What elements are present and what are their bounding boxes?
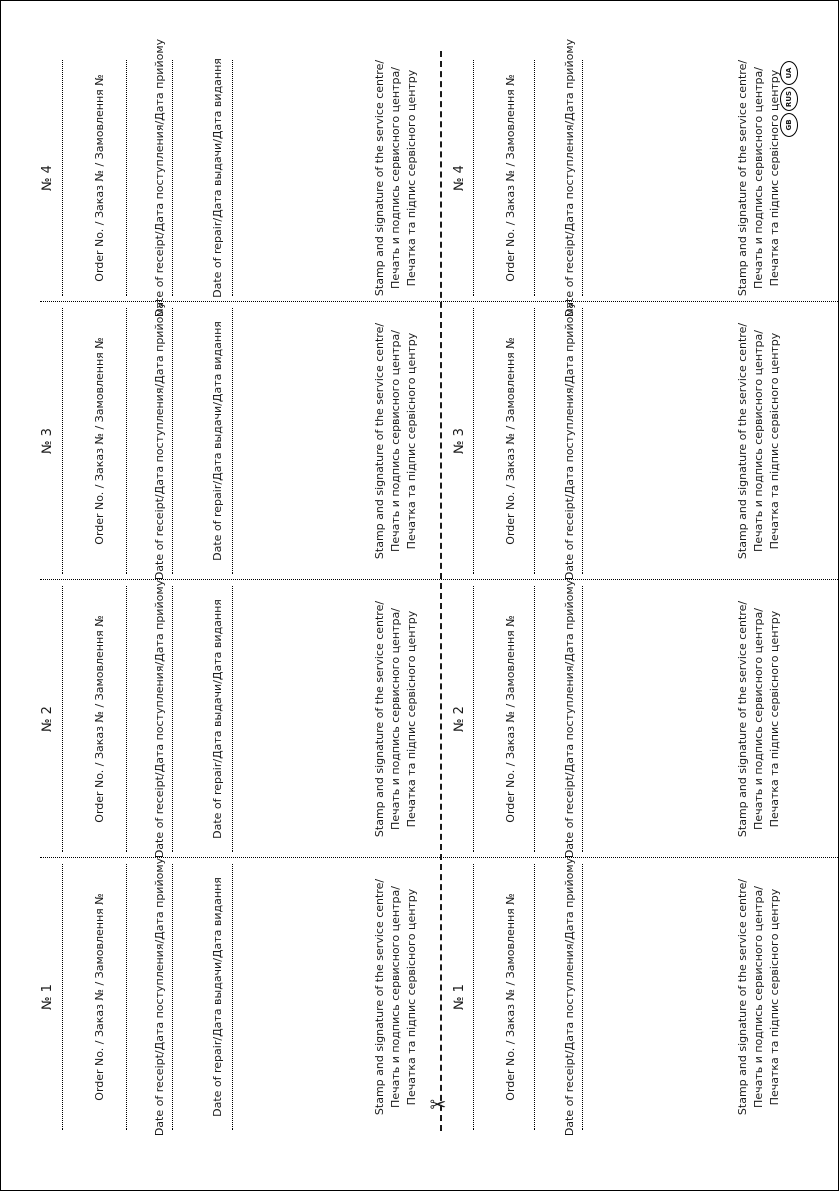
- stub-number: № 4: [452, 165, 467, 191]
- stamp-signature-label: Печать и подпись сервисного центра/: [389, 886, 402, 1108]
- order-line: [62, 586, 63, 852]
- stub-stamp-signature-label: Печать и подпись сервисного центра/: [752, 330, 765, 552]
- stub-stamp-signature-label: Печать и подпись сервисного центра/: [752, 67, 765, 289]
- language-badge-rus: RUS: [780, 87, 798, 111]
- receipt-date-label: Date of receipt/Дата поступления/Дата прийому: [153, 301, 166, 581]
- stub-order-entry-line: [534, 586, 535, 852]
- scissors-icon: ✂: [429, 1092, 447, 1117]
- stub-order-line: [473, 586, 474, 852]
- stub-number: № 3: [452, 428, 467, 454]
- stub-stamp-signature-label: Печатка та підпис сервісного центру: [768, 610, 781, 828]
- order-number-label: Order No. / Заказ № / Замовлення №: [93, 74, 106, 282]
- coupon-number: № 2: [40, 706, 55, 732]
- stub-stamp-signature-label: Печатка та підпис сервісного центру: [768, 888, 781, 1106]
- repair-line: [232, 308, 233, 574]
- stub-number: № 1: [452, 984, 467, 1010]
- stub-stamp-signature-label: Stamp and signature of the service centre/: [736, 878, 749, 1116]
- repair-date-label: Date of repair/Дата выдачи/Дата видання: [211, 58, 224, 298]
- language-badge-gb: GB: [780, 113, 798, 137]
- stamp-signature-label: Печатка та підпис сервісного центру: [405, 69, 418, 287]
- receipt-line: [172, 864, 173, 1130]
- stub-receipt-line: [582, 864, 583, 1130]
- stub-order-line: [473, 864, 474, 1130]
- coupon-number: № 3: [40, 428, 55, 454]
- cut-line: [440, 51, 442, 1131]
- order-entry-line: [126, 308, 127, 574]
- stub-stamp-signature-label: Печатка та підпис сервісного центру: [768, 332, 781, 550]
- stamp-signature-label: Печатка та підпис сервісного центру: [405, 888, 418, 1106]
- stamp-signature-label: Печатка та підпис сервісного центру: [405, 332, 418, 550]
- stub-order-line: [473, 60, 474, 296]
- order-line: [62, 60, 63, 296]
- stub-receipt-line: [582, 586, 583, 852]
- receipt-line: [172, 308, 173, 574]
- stamp-signature-label: Stamp and signature of the service centre/: [373, 322, 386, 560]
- receipt-line: [172, 586, 173, 852]
- stub-receipt-date-label: Date of receipt/Дата поступления/Дата прийому: [563, 579, 576, 859]
- repair-line: [232, 586, 233, 852]
- stub-stamp-signature-label: Печать и подпись сервисного центра/: [752, 608, 765, 830]
- stub-receipt-date-label: Date of receipt/Дата поступления/Дата прийому: [563, 38, 576, 318]
- stub-order-label: Order No. / Заказ № / Замовлення №: [504, 74, 517, 282]
- receipt-line: [172, 60, 173, 296]
- stub-order-label: Order No. / Заказ № / Замовлення №: [504, 337, 517, 545]
- order-entry-line: [126, 864, 127, 1130]
- coupon-number: № 1: [40, 984, 55, 1010]
- stub-stamp-signature-label: Печатка та підпис сервісного центру: [768, 69, 781, 287]
- receipt-date-label: Date of receipt/Дата поступления/Дата прийому: [153, 857, 166, 1137]
- order-entry-line: [126, 60, 127, 296]
- stub-number: № 2: [452, 706, 467, 732]
- stub-order-label: Order No. / Заказ № / Замовлення №: [504, 615, 517, 823]
- stub-stamp-signature-label: Печать и подпись сервисного центра/: [752, 886, 765, 1108]
- stamp-signature-label: Печать и подпись сервисного центра/: [389, 67, 402, 289]
- stub-order-entry-line: [534, 864, 535, 1130]
- language-badge-ua: UA: [780, 61, 798, 85]
- stamp-signature-label: Печать и подпись сервисного центра/: [389, 608, 402, 830]
- stub-order-entry-line: [534, 308, 535, 574]
- order-number-label: Order No. / Заказ № / Замовлення №: [93, 615, 106, 823]
- stub-receipt-date-label: Date of receipt/Дата поступления/Дата прийому: [563, 857, 576, 1137]
- stub-receipt-date-label: Date of receipt/Дата поступления/Дата прийому: [563, 301, 576, 581]
- coupon-number: № 4: [40, 165, 55, 191]
- stub-order-label: Order No. / Заказ № / Замовлення №: [504, 893, 517, 1101]
- repair-date-label: Date of repair/Дата выдачи/Дата видання: [211, 599, 224, 839]
- stamp-signature-label: Печатка та підпис сервісного центру: [405, 610, 418, 828]
- order-entry-line: [126, 586, 127, 852]
- stub-order-line: [473, 308, 474, 574]
- stub-receipt-line: [582, 308, 583, 574]
- stub-stamp-signature-label: Stamp and signature of the service centre/: [736, 59, 749, 297]
- stamp-signature-label: Stamp and signature of the service centre/: [373, 600, 386, 838]
- order-line: [62, 308, 63, 574]
- stamp-signature-label: Stamp and signature of the service centre/: [373, 878, 386, 1116]
- order-line: [62, 864, 63, 1130]
- stub-receipt-line: [582, 60, 583, 296]
- receipt-date-label: Date of receipt/Дата поступления/Дата прийому: [153, 579, 166, 859]
- order-number-label: Order No. / Заказ № / Замовлення №: [93, 337, 106, 545]
- stub-order-entry-line: [534, 60, 535, 296]
- repair-line: [232, 864, 233, 1130]
- stamp-signature-label: Печать и подпись сервисного центра/: [389, 330, 402, 552]
- repair-date-label: Date of repair/Дата выдачи/Дата видання: [211, 321, 224, 561]
- stamp-signature-label: Stamp and signature of the service centre/: [373, 59, 386, 297]
- stub-stamp-signature-label: Stamp and signature of the service centre/: [736, 322, 749, 560]
- repair-date-label: Date of repair/Дата выдачи/Дата видання: [211, 877, 224, 1117]
- order-number-label: Order No. / Заказ № / Замовлення №: [93, 893, 106, 1101]
- receipt-date-label: Date of receipt/Дата поступления/Дата прийому: [153, 38, 166, 318]
- repair-line: [232, 60, 233, 296]
- stub-stamp-signature-label: Stamp and signature of the service centre/: [736, 600, 749, 838]
